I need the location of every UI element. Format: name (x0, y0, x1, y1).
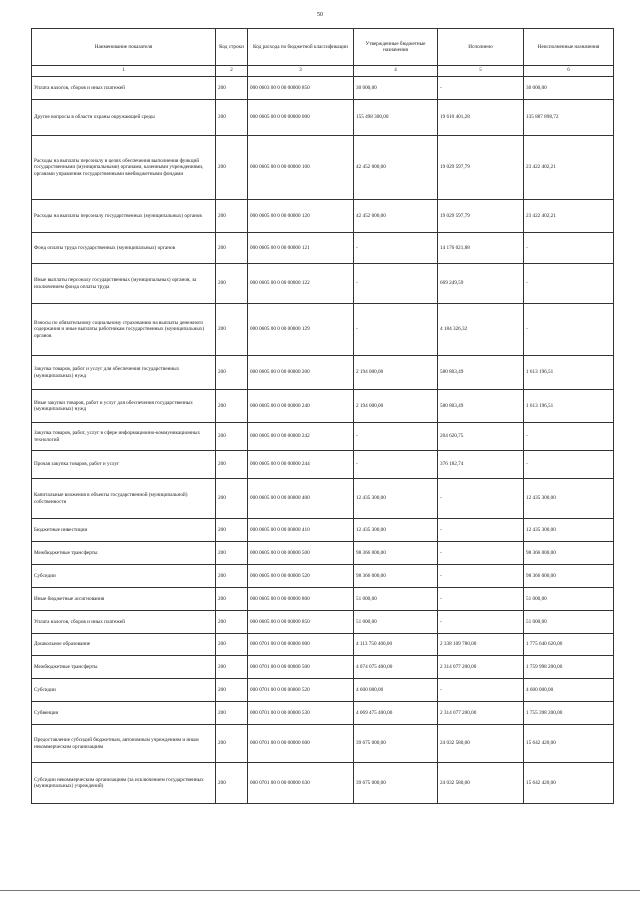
table-row (32, 200, 614, 233)
row-executed: 19 029 597,79 (438, 200, 524, 233)
row-budget-code: 000 0605 00 0 00 00000 244 (248, 451, 354, 479)
row-approved: - (354, 233, 438, 264)
row-budget-code: 000 0605 00 0 00 00000 240 (248, 390, 354, 423)
row-remaining: - (524, 233, 614, 264)
row-approved: - (354, 304, 438, 356)
row-budget-code: 000 0605 00 0 00 00000 000 (248, 100, 354, 136)
row-line-code: 200 (216, 679, 248, 702)
row-remaining: 135 887 898,72 (524, 100, 614, 136)
row-executed: 24 032 580,00 (438, 725, 524, 763)
table-row (32, 634, 614, 656)
table-row (32, 588, 614, 611)
row-executed: 376 182,74 (438, 451, 524, 479)
row-budget-code: 000 0605 00 0 00 00000 800 (248, 588, 354, 611)
row-remaining: 98 366 000,00 (524, 542, 614, 565)
row-approved: - (354, 451, 438, 479)
column-number: 2 (216, 66, 248, 77)
column-number: 1 (32, 66, 216, 77)
row-executed: - (438, 542, 524, 565)
table-row (32, 611, 614, 634)
row-remaining: 98 366 000,00 (524, 565, 614, 588)
page-bottom-rule (0, 890, 640, 891)
row-name: Расходы на выплаты персоналу в целях обеспечения выполнения функций государственными (муниципальными) органами, казенными учреждениями, органами управления государственными внебюджетными фондами (32, 136, 216, 200)
table-row (32, 390, 614, 423)
table-row (32, 356, 614, 390)
row-line-code: 200 (216, 702, 248, 725)
table-body (32, 77, 614, 804)
row-budget-code: 000 0605 00 0 00 00000 242 (248, 423, 354, 451)
row-budget-code: 000 0701 00 0 00 00000 630 (248, 763, 354, 804)
table-row (32, 479, 614, 519)
row-name: Закупка товаров, работ, услуг в сфере информационно-коммуникационных технологий (32, 423, 216, 451)
row-name: Прочая закупка товаров, работ и услуг (32, 451, 216, 479)
row-budget-code: 000 0605 00 0 00 00000 500 (248, 542, 354, 565)
row-line-code: 200 (216, 611, 248, 634)
row-budget-code: 000 0701 00 0 00 00000 500 (248, 656, 354, 679)
row-line-code: 200 (216, 200, 248, 233)
row-name: Межбюджетные трансферты (32, 656, 216, 679)
row-remaining: 15 642 420,00 (524, 725, 614, 763)
row-executed: 14 176 021,88 (438, 233, 524, 264)
row-approved: - (354, 264, 438, 304)
row-approved: 2 194 000,00 (354, 356, 438, 390)
row-budget-code: 000 0701 00 0 00 00000 530 (248, 702, 354, 725)
row-line-code: 200 (216, 565, 248, 588)
row-budget-code: 000 0605 00 0 00 00000 120 (248, 200, 354, 233)
row-name: Фонд оплаты труда государственных (муниципальных) органов (32, 233, 216, 264)
budget-execution-table (31, 28, 614, 804)
row-remaining: 1 755 398 200,00 (524, 702, 614, 725)
row-executed: - (438, 77, 524, 100)
row-line-code: 200 (216, 356, 248, 390)
row-budget-code: 000 0605 00 0 00 00000 520 (248, 565, 354, 588)
row-name: Расходы на выплаты персоналу государственных (муниципальных) органов (32, 200, 216, 233)
row-budget-code: 000 0605 00 0 00 00000 850 (248, 611, 354, 634)
row-name: Субсидии (32, 565, 216, 588)
table-row (32, 763, 614, 804)
row-budget-code: 000 0605 00 0 00 00000 400 (248, 479, 354, 519)
row-approved: 42 452 000,00 (354, 200, 438, 233)
row-approved: 98 366 000,00 (354, 542, 438, 565)
row-executed: 580 803,49 (438, 356, 524, 390)
row-remaining: 1 613 196,51 (524, 390, 614, 423)
table-row (32, 451, 614, 479)
table-row (32, 233, 614, 264)
column-header-executed: Исполнено (438, 29, 524, 66)
row-line-code: 200 (216, 542, 248, 565)
column-number: 5 (438, 66, 524, 77)
row-line-code: 200 (216, 519, 248, 542)
row-line-code: 200 (216, 100, 248, 136)
row-remaining: 1 775 640 620,00 (524, 634, 614, 656)
table-row (32, 264, 614, 304)
table-row (32, 656, 614, 679)
table-row (32, 702, 614, 725)
row-approved: 42 452 000,00 (354, 136, 438, 200)
row-line-code: 200 (216, 304, 248, 356)
table-row (32, 77, 614, 100)
column-number: 4 (354, 66, 438, 77)
row-line-code: 200 (216, 763, 248, 804)
row-approved: 4 074 075 400,00 (354, 656, 438, 679)
row-remaining: 4 600 000,00 (524, 679, 614, 702)
row-approved: 4 113 750 400,00 (354, 634, 438, 656)
row-executed: 19 029 597,79 (438, 136, 524, 200)
row-executed: 2 314 077 200,00 (438, 656, 524, 679)
row-remaining: - (524, 304, 614, 356)
table-header-row (32, 29, 614, 66)
row-line-code: 200 (216, 233, 248, 264)
row-budget-code: 000 0605 00 0 00 00000 100 (248, 136, 354, 200)
row-name: Уплата налогов, сборов и иных платежей (32, 611, 216, 634)
row-name: Предоставление субсидий бюджетным, автономным учреждениям и иным некоммерческим организациям (32, 725, 216, 763)
row-name: Иные закупки товаров, работ и услуг для обеспечения государственных (муниципальных) нужд (32, 390, 216, 423)
column-header-approved: Утвержденные бюджетные назначения (354, 29, 438, 66)
row-remaining: 12 435 300,00 (524, 479, 614, 519)
row-executed: - (438, 479, 524, 519)
row-budget-code: 000 0605 00 0 00 00000 200 (248, 356, 354, 390)
row-line-code: 200 (216, 479, 248, 519)
row-name: Иные выплаты персоналу государственных (муниципальных) органов, за исключением фонда оплаты труда (32, 264, 216, 304)
column-header-name: Наименование показателя (32, 29, 216, 66)
column-header-remaining: Неисполненные назначения (524, 29, 614, 66)
table-row (32, 304, 614, 356)
row-line-code: 200 (216, 264, 248, 304)
row-line-code: 200 (216, 588, 248, 611)
row-approved: 51 000,00 (354, 588, 438, 611)
row-remaining: 23 422 402,21 (524, 200, 614, 233)
table-row (32, 423, 614, 451)
row-name: Межбюджетные трансферты (32, 542, 216, 565)
row-executed: - (438, 519, 524, 542)
row-line-code: 200 (216, 656, 248, 679)
column-number: 3 (248, 66, 354, 77)
row-approved: 98 366 000,00 (354, 565, 438, 588)
row-approved: - (354, 423, 438, 451)
row-remaining: 51 000,00 (524, 611, 614, 634)
row-line-code: 200 (216, 136, 248, 200)
row-executed: - (438, 588, 524, 611)
row-remaining: - (524, 264, 614, 304)
row-name: Капитальные вложения в объекты государственной (муниципальной) собственности (32, 479, 216, 519)
row-approved: 39 675 000,00 (354, 763, 438, 804)
row-approved: 39 675 000,00 (354, 725, 438, 763)
row-executed: 204 620,75 (438, 423, 524, 451)
row-name: Закупка товаров, работ и услуг для обеспечения государственных (муниципальных) нужд (32, 356, 216, 390)
row-remaining: 30 000,00 (524, 77, 614, 100)
row-name: Уплата налогов, сборов и иных платежей (32, 77, 216, 100)
row-name: Субвенции (32, 702, 216, 725)
row-executed: 4 184 326,32 (438, 304, 524, 356)
row-name: Субсидии некоммерческим организациям (за исключением государственных (муниципальных) учреждений) (32, 763, 216, 804)
table-row (32, 542, 614, 565)
row-budget-code: 000 0701 00 0 00 00000 600 (248, 725, 354, 763)
row-remaining: 51 000,00 (524, 588, 614, 611)
row-remaining: 1 759 998 200,00 (524, 656, 614, 679)
table-row (32, 136, 614, 200)
row-executed: 24 032 580,00 (438, 763, 524, 804)
table-row (32, 565, 614, 588)
table-row (32, 725, 614, 763)
row-executed: 580 803,49 (438, 390, 524, 423)
row-name: Бюджетные инвестиции (32, 519, 216, 542)
row-approved: 155 498 300,00 (354, 100, 438, 136)
row-remaining: 15 642 420,00 (524, 763, 614, 804)
row-budget-code: 000 0605 00 0 00 00000 129 (248, 304, 354, 356)
row-budget-code: 000 0701 00 0 00 00000 520 (248, 679, 354, 702)
row-executed: 19 610 401,28 (438, 100, 524, 136)
row-remaining: - (524, 451, 614, 479)
row-name: Иные бюджетные ассигнования (32, 588, 216, 611)
row-name: Взносы по обязательному социальному страхованию на выплаты денежного содержания и иные выплаты работникам государственных (муниципальных) органов (32, 304, 216, 356)
row-line-code: 200 (216, 423, 248, 451)
row-name: Дошкольное образование (32, 634, 216, 656)
row-line-code: 200 (216, 725, 248, 763)
table-row (32, 679, 614, 702)
row-remaining: - (524, 423, 614, 451)
row-remaining: 23 422 402,21 (524, 136, 614, 200)
row-executed: - (438, 679, 524, 702)
row-budget-code: 000 0603 00 0 00 00000 850 (248, 77, 354, 100)
row-line-code: 200 (216, 451, 248, 479)
row-approved: 4 069 475 400,00 (354, 702, 438, 725)
row-remaining: 1 613 196,51 (524, 356, 614, 390)
column-header-budget-code: Код расхода по бюджетной классификации (248, 29, 354, 66)
column-number: 6 (524, 66, 614, 77)
row-name: Субсидии (32, 679, 216, 702)
row-approved: 4 600 000,00 (354, 679, 438, 702)
row-approved: 12 435 300,00 (354, 479, 438, 519)
row-executed: 2 338 109 780,00 (438, 634, 524, 656)
row-executed: 669 249,59 (438, 264, 524, 304)
row-executed: - (438, 611, 524, 634)
row-budget-code: 000 0605 00 0 00 00000 122 (248, 264, 354, 304)
column-number-row (32, 66, 614, 77)
table-row (32, 100, 614, 136)
row-budget-code: 000 0605 00 0 00 00000 121 (248, 233, 354, 264)
row-budget-code: 000 0605 00 0 00 00000 410 (248, 519, 354, 542)
row-name: Другие вопросы в области охраны окружающей среды (32, 100, 216, 136)
row-remaining: 12 435 300,00 (524, 519, 614, 542)
page-number: 50 (317, 12, 323, 18)
row-approved: 2 194 000,00 (354, 390, 438, 423)
row-budget-code: 000 0701 00 0 00 00000 000 (248, 634, 354, 656)
row-approved: 51 000,00 (354, 611, 438, 634)
row-executed: - (438, 565, 524, 588)
row-executed: 2 314 077 200,00 (438, 702, 524, 725)
row-line-code: 200 (216, 77, 248, 100)
row-approved: 12 435 300,00 (354, 519, 438, 542)
table-row (32, 519, 614, 542)
row-line-code: 200 (216, 634, 248, 656)
column-header-line-code: Код строки (216, 29, 248, 66)
row-line-code: 200 (216, 390, 248, 423)
row-approved: 30 000,00 (354, 77, 438, 100)
